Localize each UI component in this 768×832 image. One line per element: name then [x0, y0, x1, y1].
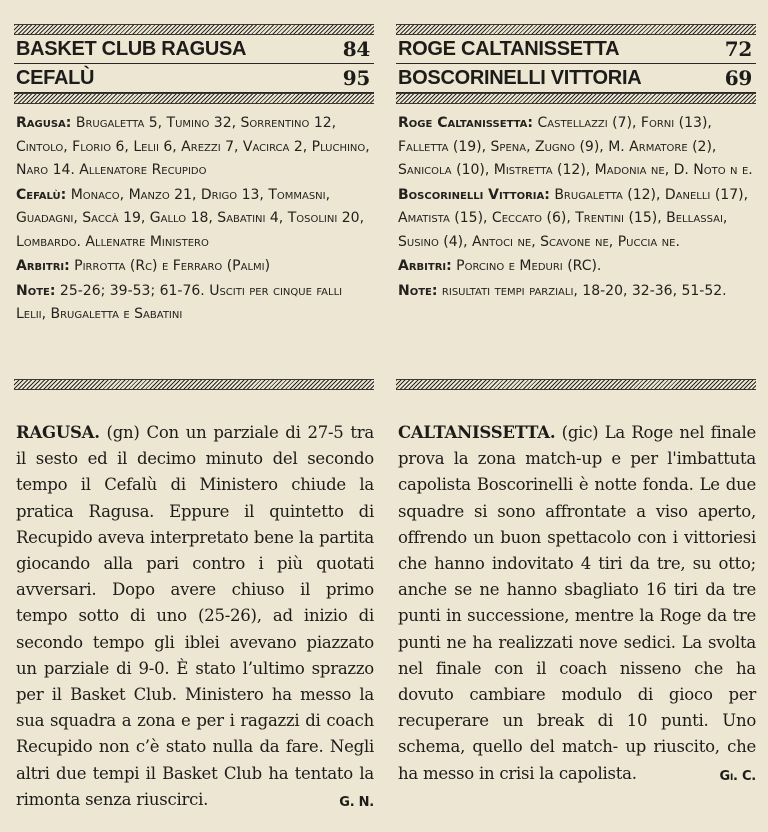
- entry-text: Brugaletta 5, Tumino 32, Sorrentino 12, Cintolo, Florio 6, Lelii 6, Arezzi 7, Vacirca 2, Pluchino, Naro 14. Allenatore Recupido: [16, 115, 370, 178]
- box-entry: [16, 184, 372, 255]
- article-text: [16, 420, 374, 816]
- box-entry: [398, 112, 754, 183]
- article-text: [398, 420, 756, 790]
- box-entry: [16, 280, 372, 327]
- score-row: [14, 35, 374, 64]
- entry-text: Castellazzi (7), Forni (13), Falletta (19), Spena, Zugno (9), M. Armatore (2), Sanicola (10), Mistretta (12), Madonia ne, D. Noto n e.: [398, 115, 753, 178]
- hatch-divider: [396, 379, 756, 390]
- box-entry: [16, 255, 372, 279]
- box-entry: [398, 255, 754, 279]
- hatch-divider: [14, 379, 374, 390]
- team-name: ROGE CALTANISSETTA: [398, 37, 620, 60]
- box-score: [396, 104, 756, 303]
- right-column: [396, 0, 756, 784]
- hatch-divider: [396, 24, 756, 35]
- team-name: BASKET CLUB RAGUSA: [16, 37, 247, 60]
- entry-label: Boscorinelli Vittoria:: [398, 186, 550, 203]
- hatch-divider: [14, 93, 374, 104]
- hatch-divider: [396, 93, 756, 104]
- entry-text: Brugaletta (12), Danelli (17), Amatista (15), Ceccato (6), Trentini (15), Bellassai, Susino (4), Antoci ne, Scavone ne, Puccia ne.: [398, 186, 749, 250]
- entry-text: Monaco, Manzo 21, Drigo 13, Tommasni, Guadagni, Saccà 19, Gallo 18, Sabatini 4, Tosolini 20, Lombardo. Allenatre Ministero: [16, 186, 365, 250]
- entry-label: Arbitri:: [16, 258, 70, 274]
- team-points: 72: [724, 37, 752, 61]
- article-body: (gn) Con un parziale di 27-5 tra il sesto ed il decimo minuto del secondo tempo il Cefalù di Ministero chiude la pratica Ragusa. Eppure il quintetto di Recupido aveva interpretato bene la partita giocando alla pari contro i più quotati avversari. Dopo avere chiuso il primo tempo sotto di uno (25-26), ad inizio di secondo tempo gli iblei avevano piazzato un parziale di 9-0. È stato l’ultimo sprazzo per il Basket Club. Ministero ha messo la sua squadra a zona e per i ragazzi di coach Recupido non c’è stato nulla da fare. Negli altri due tempi il Basket Club ha tentato la rimonta senza riuscirci.: [16, 423, 374, 809]
- box-score: [14, 104, 374, 327]
- entry-text: 25-26; 39-53; 61-76. Usciti per cinque falli Lelii, Brugaletta e Sabatini: [16, 282, 343, 322]
- byline: G. N.: [339, 794, 374, 810]
- entry-label: Cefalù:: [16, 186, 67, 203]
- team-name: BOSCORINELLI VITTORIA: [398, 66, 642, 89]
- box-entry: [398, 280, 754, 304]
- entry-text: Pirrotta (Rc) e Ferraro (Palmi): [69, 258, 271, 274]
- score-row: [396, 35, 756, 64]
- score-row: [14, 64, 374, 93]
- entry-label: Roge Caltanissetta:: [398, 115, 534, 131]
- byline: Gi. C.: [719, 768, 756, 784]
- dateline: CALTANISSETTA.: [398, 423, 556, 442]
- box-entry: [16, 112, 372, 183]
- team-points: 69: [724, 66, 752, 90]
- entry-label: Arbitri:: [398, 258, 452, 274]
- hatch-divider: [14, 24, 374, 35]
- team-points: 84: [342, 37, 370, 61]
- entry-text: Porcino e Meduri (RC).: [451, 258, 602, 274]
- entry-text: risultati tempi parziali, 18-20, 32-36, 51-52.: [437, 282, 727, 299]
- left-column: [14, 0, 374, 810]
- article-body: (gic) La Roge nel finale prova la zona match-up e per l'imbattuta capolista Boscorinelli è notte fonda. Le due squadre si sono affrontate a viso aperto, offrendo un buon spettacolo con i vittoriesi che hanno indovitato 4 tiri da tre, su otto; anche se ne hanno sbagliato 16 tiri da tre punti in successione, mentre la Roge da tre punti ne ha realizzati nove sedici. La svolta nel finale con il coach nisseno che ha dovuto cambiare modulo di gioco per recuperare un break di 10 punti. Uno schema, quello del match- up riuscito, che ha messo in crisi la capolista.: [398, 423, 756, 783]
- entry-label: Note:: [398, 282, 438, 299]
- team-points: 95: [342, 66, 370, 90]
- entry-label: Note:: [16, 282, 56, 299]
- entry-label: Ragusa:: [16, 115, 72, 131]
- team-name: CEFALÙ: [16, 66, 95, 89]
- dateline: RAGUSA.: [16, 423, 100, 442]
- box-entry: [398, 184, 754, 255]
- score-row: [396, 64, 756, 93]
